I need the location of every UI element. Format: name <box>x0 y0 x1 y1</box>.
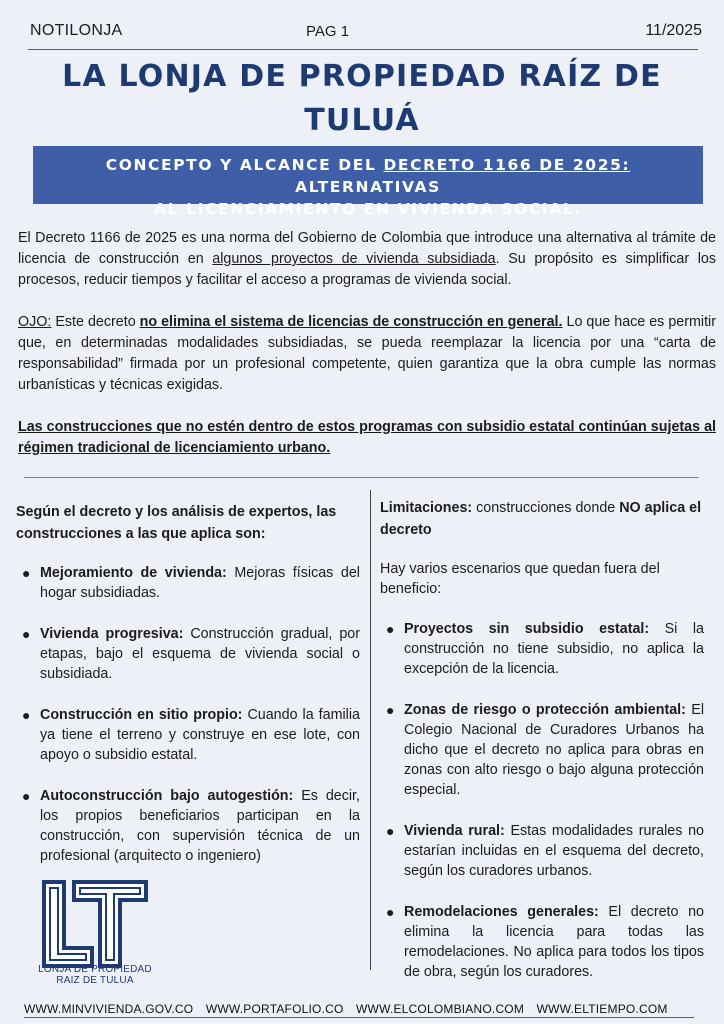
issue-date: 11/2025 <box>645 22 702 39</box>
subtitle-banner <box>33 146 703 218</box>
page-title <box>30 55 694 143</box>
item-title: Vivienda rural: <box>404 823 505 839</box>
list-item <box>380 619 704 679</box>
logo-caption <box>30 964 160 986</box>
logo-caption-line-2: RAIZ DE TULUA <box>56 975 134 986</box>
item-title: Mejoramiento de vivienda: <box>40 565 227 581</box>
p2-text-a: Este decreto <box>51 314 140 330</box>
limitations-list <box>380 619 704 982</box>
p1-underlined: algunos proyectos de vivienda subsidiada <box>212 251 496 267</box>
page-number: PAG 1 <box>306 23 350 40</box>
limitations-text: construcciones donde <box>472 500 620 516</box>
item-title: Autoconstrucción bajo autogestión: <box>40 788 294 804</box>
bullet-icon: ● <box>386 621 395 637</box>
list-item <box>380 821 704 881</box>
page-header <box>0 0 724 50</box>
p2-bold-underlined: no elimina el sistema de licencias de construcción en general. <box>139 314 563 330</box>
item-text: Construcción gradual, por etapas, bajo el esquema de vivienda social o subsidiada. <box>40 626 360 682</box>
section-divider <box>24 477 699 478</box>
header-divider <box>28 49 698 50</box>
item-title: Proyectos sin subsidio estatal: <box>404 621 650 637</box>
intro-paragraph-3 <box>18 417 716 459</box>
item-title: Vivienda progresiva: <box>40 626 184 642</box>
item-text: Estas modalidades rurales no estarían incluidas en el esquema del decreto, según los curadores urbanos. <box>404 823 704 879</box>
intro-paragraph-1 <box>18 228 716 291</box>
limitations-column <box>380 497 704 1003</box>
bullet-icon: ● <box>22 565 31 581</box>
item-title: Remodelaciones generales: <box>404 904 599 920</box>
item-text: Es decir, los propios beneficiarios participan en la construcción, con supervisión técnica de un profesional (arquitecto o ingeniero) <box>40 788 360 864</box>
limitations-lead: Hay varios escenarios que quedan fuera del beneficio: <box>380 561 660 597</box>
bullet-icon: ● <box>386 823 395 839</box>
bullet-icon: ● <box>22 626 31 642</box>
list-item <box>380 700 704 800</box>
item-text: Cuando la familia ya tiene el terreno y construye en ese lote, con apoyo o subsidio estatal. <box>40 707 360 763</box>
footer-link[interactable]: WWW.PORTAFOLIO.CO <box>205 1002 344 1016</box>
limitations-label: Limitaciones: <box>380 500 473 516</box>
footer-divider <box>24 1017 694 1018</box>
intro-paragraph-2 <box>18 312 716 396</box>
footer-link[interactable]: WWW.ELTIEMPO.COM <box>536 1002 668 1016</box>
applies-list <box>16 563 360 866</box>
p1-text-b: . Su propósito es simplificar los procesos, reducir tiempos y facilitar el acceso a programas de vivienda social. <box>18 251 716 288</box>
list-item <box>16 786 360 866</box>
publication-name: NOTILONJA <box>30 22 123 39</box>
item-text: El Colegio Nacional de Curadores Urbanos ha dicho que el decreto no aplica para obras en zonas con alto riesgo o bajo alguna protección especial. <box>404 702 704 798</box>
bullet-icon: ● <box>22 788 31 804</box>
title-line-1: LA LONJA DE PROPIEDAD RAÍZ DE <box>62 59 662 94</box>
footer-link[interactable]: WWW.ELCOLOMBIANO.COM <box>356 1002 525 1016</box>
footer-links <box>24 1002 714 1016</box>
item-text: El decreto no elimina la licencia para todas las remodelaciones. No aplica para todos los tipos de obra, según los curadores. <box>404 904 704 980</box>
limitations-heading <box>380 497 704 541</box>
list-item <box>380 902 704 982</box>
item-title: Zonas de riesgo o protección ambiental: <box>404 702 686 718</box>
bullet-icon: ● <box>22 707 31 723</box>
item-text: Si la construcción no tiene subsidio, no aplica la excepción de la licencia. <box>404 621 704 677</box>
p1-text-a: El Decreto 1166 de 2025 es una norma del Gobierno de Colombia que introduce una alternativa al trámite de licencia de construcción en <box>18 230 716 267</box>
intro-section <box>18 228 716 480</box>
banner-decree: DECRETO 1166 DE 2025: <box>383 156 631 174</box>
applies-heading: Según el decreto y los análisis de expertos, las construcciones a las que aplica son: <box>16 504 337 542</box>
limitations-bold: NO aplica el decreto <box>380 500 702 538</box>
footer-link[interactable]: WWW.MINVIVIENDA.GOV.CO <box>24 1002 194 1016</box>
applies-column <box>16 501 360 887</box>
list-item <box>16 624 360 684</box>
title-line-2: TULUÁ <box>304 103 420 138</box>
banner-text-start: CONCEPTO Y ALCANCE DEL <box>105 156 384 174</box>
column-divider <box>370 490 371 970</box>
logo-caption-line-1: LONJA DE PROPIEDAD <box>38 964 152 975</box>
bullet-icon: ● <box>386 702 395 718</box>
list-item <box>16 705 360 765</box>
p3-bold-underlined: Las construcciones que no estén dentro de estos programas con subsidio estatal continúan sujetas al régimen tradicional de licenciamiento urbano. <box>18 419 716 456</box>
p2-text-b: Lo que hace es permitir que, en determinadas modalidades subsidiadas, se pueda reemplazar la licencia por una “carta de responsabilidad” firmada por un profesional competente, quien garantiza que la obra cumple las normas urbanísticas y técnicas exigidas. <box>18 314 716 393</box>
item-text: Mejoras físicas del hogar subsidiadas. <box>40 565 360 601</box>
list-item <box>16 563 360 603</box>
bullet-icon: ● <box>386 904 395 920</box>
banner-line-2: AL LICENCIAMIENTO EN VIVIENDA SOCIAL. <box>154 200 582 218</box>
ojo-label: OJO: <box>18 314 52 330</box>
banner-text-end: ALTERNATIVAS <box>295 178 441 196</box>
item-title: Construcción en sitio propio: <box>40 707 243 723</box>
